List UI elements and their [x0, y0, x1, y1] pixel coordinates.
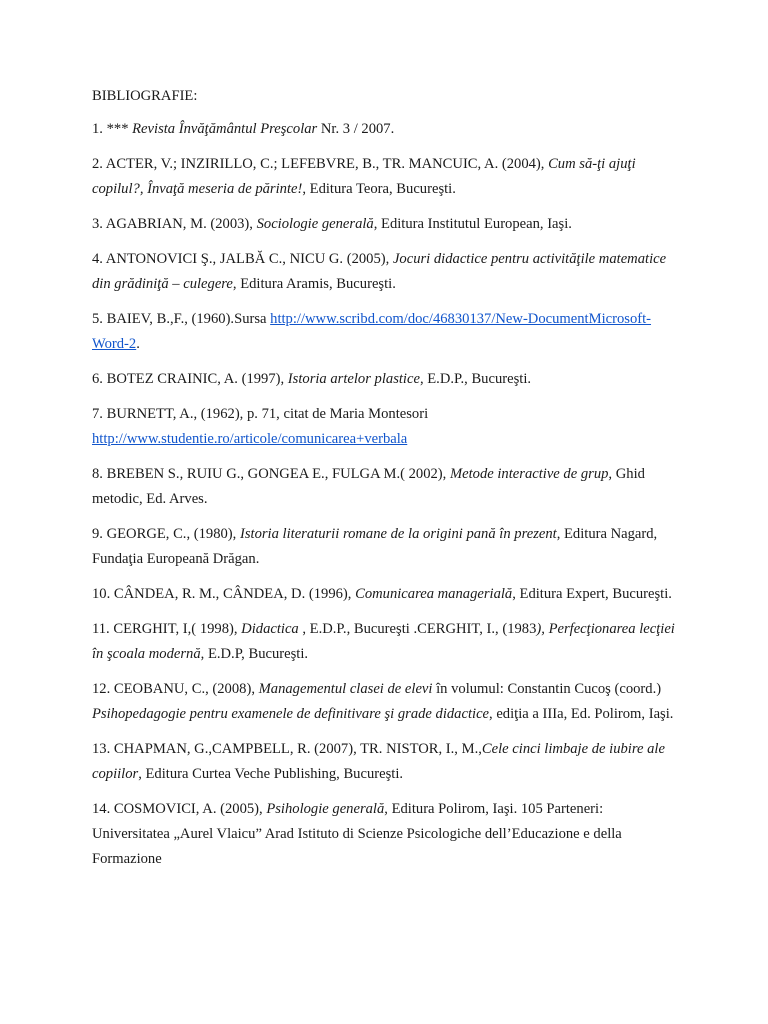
bibliography-entry: [92, 797, 682, 872]
reference-title: ), Perfecţionarea lecţiei în şcoala modernă: [92, 621, 675, 662]
reference-text: , Editura Teora, Bucureşti.: [302, 181, 456, 197]
reference-title: Psihopedagogie pentru examenele de definitivare şi grade didactice: [92, 706, 490, 722]
reference-text: Nr. 3 / 2007.: [317, 121, 395, 137]
bibliography-entry: [92, 402, 682, 452]
bibliography-entry: [92, 522, 682, 572]
reference-text: în volumul: Constantin Cucoş (coord.): [432, 681, 662, 697]
reference-link[interactable]: http://www.studentie.ro/articole/comunicarea+verbala: [92, 431, 408, 447]
reference-text: .: [136, 336, 140, 352]
reference-title: Sociologie generală: [256, 216, 374, 232]
reference-link[interactable]: http://www.scribd.com/doc/46830137/New-DocumentMicrosoft-Word-2: [92, 311, 652, 352]
reference-title: Istoria literaturii romane de la origini pană în prezent: [239, 526, 557, 542]
reference-text: , Editura Expert, Bucureşti.: [512, 586, 672, 602]
reference-text: 11. CERGHIT, I,( 1998),: [92, 621, 242, 637]
reference-title: Istoria artelor plastice: [287, 371, 420, 387]
reference-text: 1. ***: [92, 121, 133, 137]
reference-title: Managementul clasei de elevi: [258, 681, 433, 697]
reference-text: 10. CÂNDEA, R. M., CÂNDEA, D. (1996),: [92, 586, 356, 602]
reference-text: 7. BURNETT, A., (1962), p. 71, citat de Maria Montesori: [92, 406, 429, 422]
reference-text: , E.D.P., Bucureşti .CERGHIT, I., (1983: [298, 621, 537, 637]
reference-title: Jocuri didactice pentru activităţile matematice din grădiniţă – culegere: [92, 251, 667, 292]
reference-title: Didactica: [241, 621, 299, 637]
reference-text: , E.D.P., Bucureşti.: [419, 371, 532, 387]
bibliography-entry: [92, 212, 682, 237]
bibliography-entry: [92, 152, 682, 202]
reference-text: 14. COSMOVICI, A. (2005),: [92, 801, 267, 817]
reference-text: 6. BOTEZ CRAINIC, A. (1997),: [92, 371, 288, 387]
bibliography-entry: [92, 462, 682, 512]
bibliography-entry: [92, 247, 682, 297]
bibliography-entry: [92, 117, 682, 142]
reference-text: 2. ACTER, V.; INZIRILLO, C.; LEFEBVRE, B., TR. MANCUIC, A. (2004),: [92, 156, 549, 172]
reference-text: 5. BAIEV, B.,F., (1960).Sursa: [92, 311, 271, 327]
reference-text: 13. CHAPMAN, G.,CAMPBELL, R. (2007), TR. NISTOR, I., M.,: [92, 741, 482, 757]
bibliography-entry: [92, 737, 682, 787]
bibliography-entry: [92, 307, 682, 357]
reference-title: Cum să-ţi ajuţi copilul?, Învaţă meseria de părinte!: [92, 156, 636, 197]
reference-title: Cele cinci limbaje de iubire ale copiilor: [92, 741, 665, 782]
reference-text: 12. CEOBANU, C., (2008),: [92, 681, 259, 697]
reference-text: , Editura Polirom, Iaşi. 105 Parteneri: Universitatea „Aurel Vlaicu” Arad Istituto di Scienze Psicologiche dell’Educazione e della Formazione: [92, 801, 622, 867]
bibliography-heading: BIBLIOGRAFIE:: [92, 88, 198, 104]
reference-title: Metode interactive de grup,: [449, 466, 613, 482]
reference-title: Psihologie generală: [266, 801, 385, 817]
reference-text: 9. GEORGE, C., (1980),: [92, 526, 240, 542]
reference-title: Comunicarea managerială: [355, 586, 513, 602]
reference-text: , Editura Curtea Veche Publishing, Bucureşti.: [138, 766, 404, 782]
bibliography-entry: [92, 617, 682, 667]
reference-text: , Editura Nagard, Fundaţia Europeană Drăgan.: [92, 526, 658, 567]
reference-text: , Editura Institutul European, Iaşi.: [373, 216, 572, 232]
reference-text: , ediţia a IIIa, Ed. Polirom, Iaşi.: [489, 706, 674, 722]
reference-text: Ghid metodic, Ed. Arves.: [92, 466, 645, 507]
reference-title: Revista Învăţământul Preşcolar: [132, 121, 318, 137]
bibliography-list: [92, 117, 682, 872]
bibliography-entry: [92, 582, 682, 607]
bibliography-entry: [92, 677, 682, 727]
reference-text: 8. BREBEN S., RUIU G., GONGEA E., FULGA M.( 2002),: [92, 466, 450, 482]
bibliography-entry: [92, 367, 682, 392]
reference-text: 4. ANTONOVICI Ş., JALBĂ C., NICU G. (2005),: [92, 251, 393, 267]
reference-text: , Editura Aramis, Bucureşti.: [232, 276, 396, 292]
document-page: [92, 84, 682, 882]
reference-text: , E.D.P, Bucureşti.: [200, 646, 309, 662]
reference-text: 3. AGABRIAN, M. (2003),: [92, 216, 257, 232]
